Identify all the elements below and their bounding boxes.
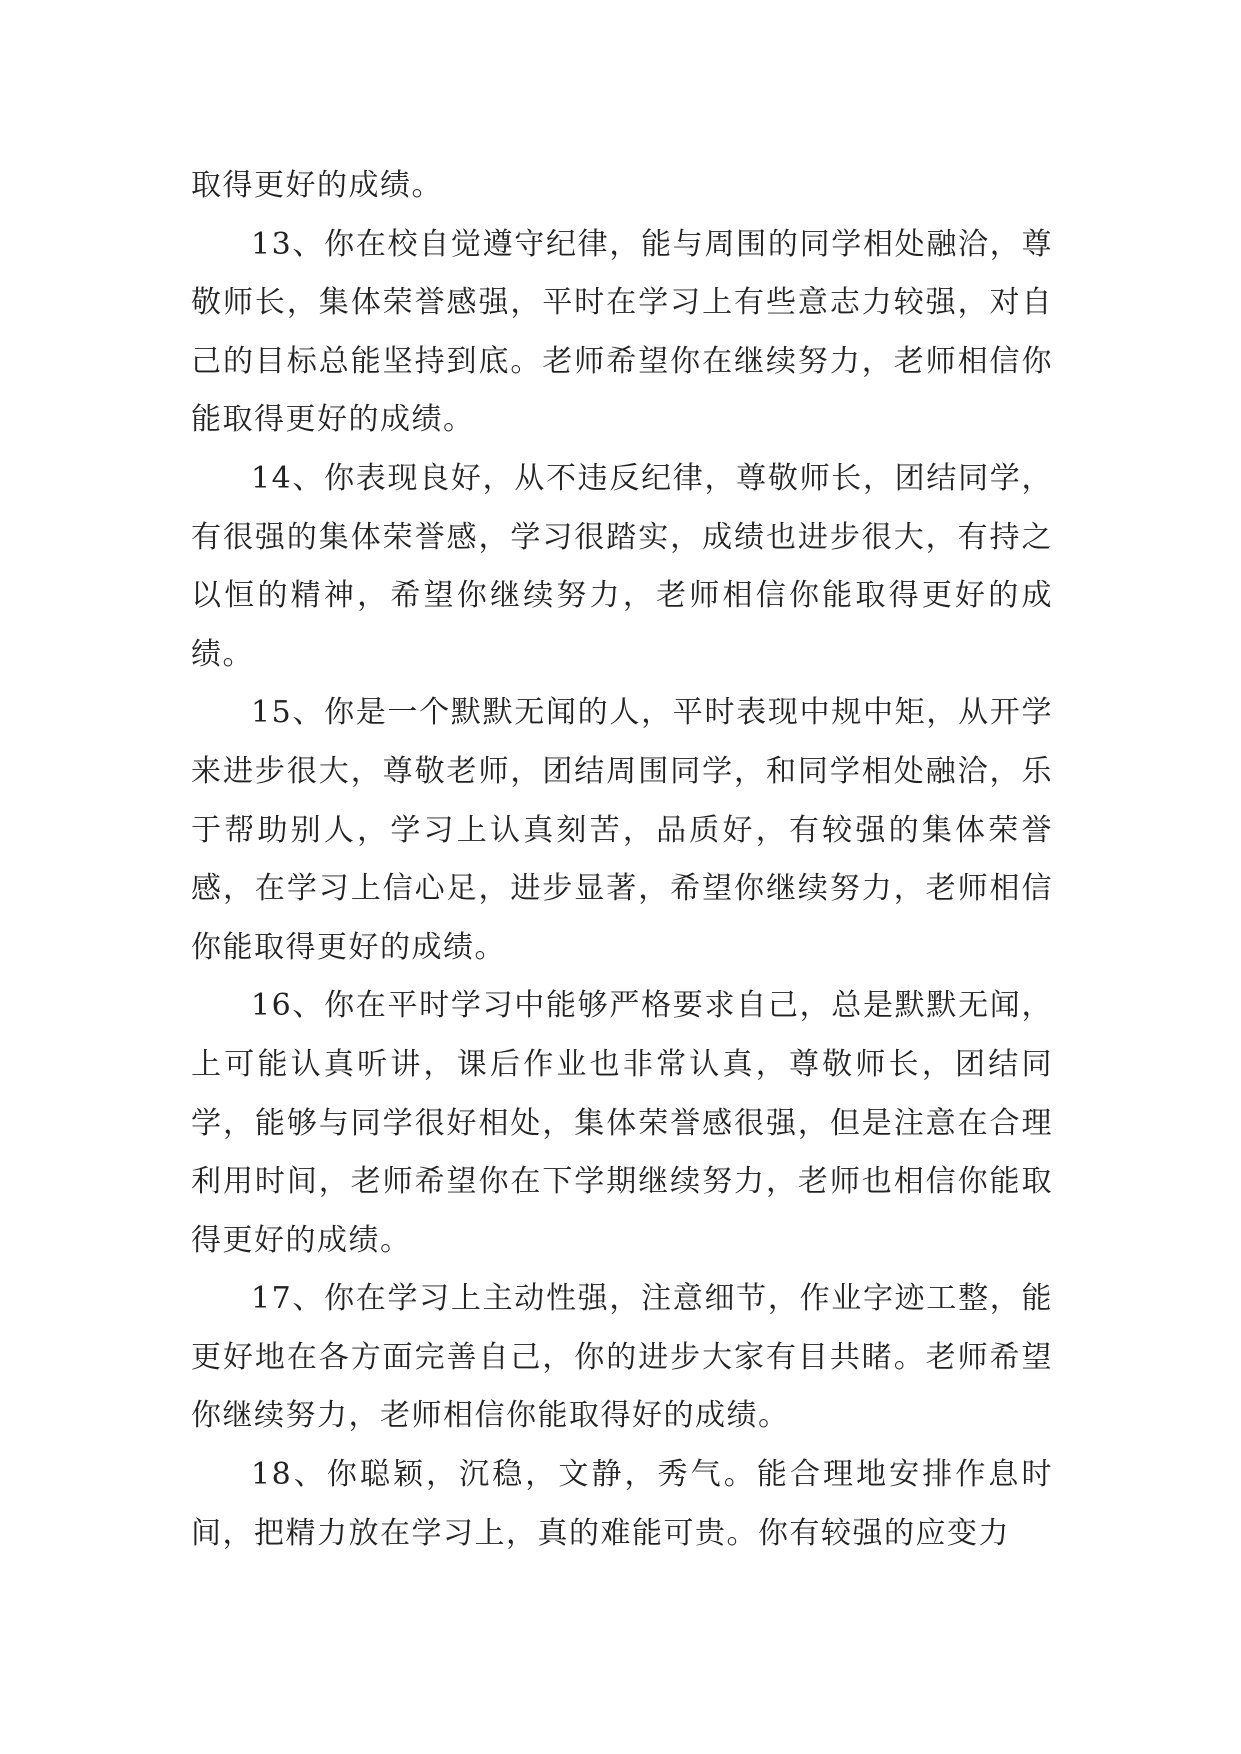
paragraph-comment-18: 18、你聪颖，沉稳，文静，秀气。能合理地安排作息时间，把精力放在学习上，真的难能可贵。你有较强的应变力: [191, 1457, 1053, 1551]
paragraph-comment-16: 16、你在平时学习中能够严格要求自己，总是默默无闻，上可能认真听讲，课后作业也非常认真，尊敬师长，团结同学，能够与同学很好相处，集体荣誉感很强，但是注意在合理利用时间，老师希望你在下学期继续努力，老师也相信你能取得更好的成绩。: [191, 988, 1053, 1258]
paragraph-comment-14: 14、你表现良好，从不违反纪律，尊敬师长，团结同学，有很强的集体荣誉感，学习很踏实，成绩也进步很大，有持之以恒的精神，希望你继续努力，老师相信你能取得更好的成绩。: [191, 460, 1053, 672]
paragraph-continuation: 取得更好的成绩。: [191, 168, 443, 203]
document-page: [191, 157, 1053, 1563]
paragraph-comment-15: 15、你是一个默默无闻的人，平时表现中规中矩，从开学来进步很大，尊敬老师，团结周围同学，和同学相处融洽，乐于帮助别人，学习上认真刻苦，品质好，有较强的集体荣誉感，在学习上信心足，进步显著，希望你继续努力，老师相信你能取得更好的成绩。: [191, 695, 1053, 965]
paragraph-comment-17: 17、你在学习上主动性强，注意细节，作业字迹工整，能更好地在各方面完善自己，你的进步大家有目共睹。老师希望你继续努力，老师相信你能取得好的成绩。: [191, 1281, 1053, 1434]
paragraph-comment-13: 13、你在校自觉遵守纪律，能与周围的同学相处融洽，尊敬师长，集体荣誉感强，平时在学习上有些意志力较强，对自己的目标总能坚持到底。老师希望你在继续努力，老师相信你能取得更好的成绩。: [191, 226, 1053, 438]
